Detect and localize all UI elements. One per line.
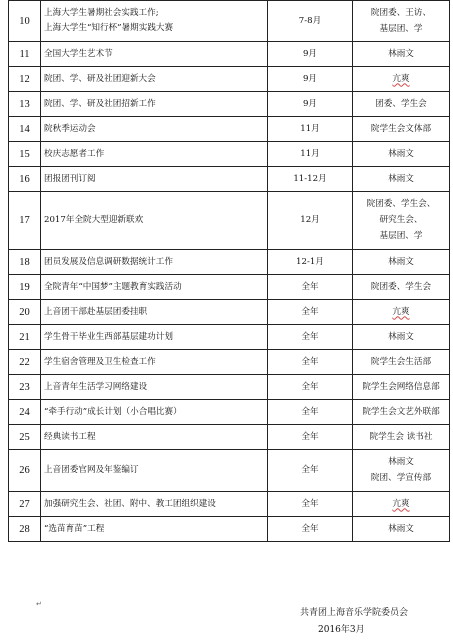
task-text: 校庆志愿者工作 xyxy=(44,148,105,159)
organizer-text: 林雨文 xyxy=(388,523,414,534)
time-cell: 12-1月 xyxy=(268,250,353,275)
organizer-cell xyxy=(353,300,450,325)
task-cell xyxy=(41,450,268,492)
task-cell xyxy=(41,67,268,92)
time-cell: 全年 xyxy=(268,492,353,517)
table-row xyxy=(9,350,450,375)
row-number: 13 xyxy=(9,92,41,117)
organizer-text: 林雨文 xyxy=(388,256,414,267)
table-row xyxy=(9,450,450,492)
organizer-text: 院学生会 读书社 xyxy=(369,431,433,442)
row-number: 28 xyxy=(9,517,41,542)
organizer-text: 院学生会生活部 xyxy=(370,356,432,367)
organizer-cell xyxy=(353,517,450,542)
row-number: 14 xyxy=(9,117,41,142)
organizer-cell xyxy=(353,425,450,450)
footer-signature: 共青团上海音乐学院委员会 xyxy=(300,608,409,618)
task-cell xyxy=(41,42,268,67)
row-number: 27 xyxy=(9,492,41,517)
table-row xyxy=(9,42,450,67)
task-cell xyxy=(41,275,268,300)
table-row xyxy=(9,92,450,117)
table-row xyxy=(9,117,450,142)
task-cell xyxy=(41,375,268,400)
organizer-cell xyxy=(353,400,450,425)
table-row xyxy=(9,250,450,275)
table-row xyxy=(9,400,450,425)
organizer-text: 团委、学生会 xyxy=(375,98,427,109)
task-cell xyxy=(41,1,268,42)
row-number: 12 xyxy=(9,67,41,92)
table-row xyxy=(9,67,450,92)
organizer-cell xyxy=(353,67,450,92)
table-row xyxy=(9,1,450,42)
task-cell xyxy=(41,117,268,142)
task-text: 团员发展及信息调研数据统计工作 xyxy=(44,256,173,267)
task-text: 上海大学生“知行杯”暑期实践大赛 xyxy=(44,23,174,33)
time-cell: 全年 xyxy=(268,375,353,400)
organizer-text: 院团委、学生会、 xyxy=(366,199,436,209)
organizer-cell xyxy=(353,325,450,350)
task-text: 全国大学生艺术节 xyxy=(44,48,113,59)
task-text: 学生骨干毕业生西部基层建功计划 xyxy=(44,331,173,342)
task-cell xyxy=(41,192,268,250)
work-plan-table xyxy=(8,0,450,542)
time-cell: 全年 xyxy=(268,325,353,350)
row-number: 21 xyxy=(9,325,41,350)
row-number: 20 xyxy=(9,300,41,325)
row-number: 25 xyxy=(9,425,41,450)
task-text: 加强研究生会、社团、附中、教工团组织建设 xyxy=(44,498,216,509)
task-text: 上海大学生暑期社会实践工作; xyxy=(44,8,159,18)
table-row xyxy=(9,425,450,450)
task-cell xyxy=(41,400,268,425)
time-cell: 11-12月 xyxy=(268,167,353,192)
task-cell xyxy=(41,250,268,275)
time-cell: 全年 xyxy=(268,400,353,425)
row-number: 23 xyxy=(9,375,41,400)
task-text: 院秋季运动会 xyxy=(44,123,96,134)
task-cell xyxy=(41,92,268,117)
time-cell: 11月 xyxy=(268,142,353,167)
task-cell xyxy=(41,325,268,350)
task-text: 院团、学、研及社团迎新大会 xyxy=(44,73,156,84)
organizer-cell xyxy=(353,350,450,375)
row-number: 19 xyxy=(9,275,41,300)
organizer-text: 林雨文 xyxy=(388,148,414,159)
work-plan-table-body xyxy=(9,1,450,542)
row-number: 24 xyxy=(9,400,41,425)
table-row xyxy=(9,275,450,300)
organizer-cell xyxy=(353,92,450,117)
organizer-cell xyxy=(353,167,450,192)
time-cell: 全年 xyxy=(268,350,353,375)
task-text: “牵手行动”成长计划（小合唱比赛） xyxy=(44,406,182,417)
organizer-text: 研究生会、 xyxy=(379,215,423,225)
time-cell: 7-8月 xyxy=(268,1,353,42)
organizer-text: 基层团、学 xyxy=(379,23,423,34)
table-row xyxy=(9,325,450,350)
task-text: 学生宿舍管理及卫生检查工作 xyxy=(44,356,156,367)
task-cell xyxy=(41,142,268,167)
organizer-text: 基层团、学 xyxy=(379,231,423,241)
task-text: 院团、学、研及社团招新工作 xyxy=(44,98,156,109)
task-text: 上音青年生活学习网络建设 xyxy=(44,381,148,392)
organizer-text: 亢爽 xyxy=(392,73,410,84)
task-text: 上音团委官网及年鉴编订 xyxy=(44,465,139,475)
row-number: 16 xyxy=(9,167,41,192)
organizer-text: 林雨文 xyxy=(388,331,414,342)
organizer-cell xyxy=(353,375,450,400)
row-number: 22 xyxy=(9,350,41,375)
task-text: 2017年全院大型迎新联欢 xyxy=(44,215,144,225)
task-text: 团报团刊订阅 xyxy=(44,173,96,184)
task-cell xyxy=(41,350,268,375)
table-row xyxy=(9,517,450,542)
row-number: 17 xyxy=(9,192,41,250)
organizer-text: 院团委、王访、 xyxy=(370,7,432,18)
task-text: 经典读书工程 xyxy=(44,431,96,442)
row-number: 18 xyxy=(9,250,41,275)
organizer-text: 院学生会文艺外联部 xyxy=(362,406,440,417)
organizer-text: 院学生会文体部 xyxy=(370,123,432,134)
organizer-text: 院学生会网络信息部 xyxy=(362,381,440,392)
task-cell xyxy=(41,167,268,192)
row-number: 10 xyxy=(9,1,41,42)
time-cell: 11月 xyxy=(268,117,353,142)
organizer-text: 林雨文 xyxy=(388,48,414,59)
task-text: 全院青年“中国梦”主题教育实践活动 xyxy=(44,281,182,292)
organizer-text: 林雨文 xyxy=(388,173,414,184)
table-row xyxy=(9,167,450,192)
table-row xyxy=(9,492,450,517)
table-row xyxy=(9,192,450,250)
time-cell: 全年 xyxy=(268,275,353,300)
row-number: 15 xyxy=(9,142,41,167)
time-cell: 全年 xyxy=(268,450,353,492)
task-text: “选苗育苗”工程 xyxy=(44,523,105,534)
task-cell xyxy=(41,425,268,450)
time-cell: 12月 xyxy=(268,192,353,250)
organizer-cell xyxy=(353,192,450,250)
task-cell xyxy=(41,300,268,325)
time-cell: 9月 xyxy=(268,42,353,67)
task-cell xyxy=(41,492,268,517)
row-number: 26 xyxy=(9,450,41,492)
organizer-cell xyxy=(353,492,450,517)
footer-date: 2016年3月 xyxy=(318,625,365,635)
organizer-cell xyxy=(353,142,450,167)
organizer-cell xyxy=(353,42,450,67)
organizer-text: 院团委、学生会 xyxy=(370,281,432,292)
time-cell: 全年 xyxy=(268,300,353,325)
time-cell: 9月 xyxy=(268,67,353,92)
organizer-cell xyxy=(353,117,450,142)
organizer-cell xyxy=(353,250,450,275)
paragraph-mark: ↵ xyxy=(36,600,42,608)
organizer-text: 院团、学宣传部 xyxy=(370,473,432,483)
table-row xyxy=(9,300,450,325)
organizer-cell xyxy=(353,450,450,492)
organizer-cell xyxy=(353,275,450,300)
time-cell: 全年 xyxy=(268,517,353,542)
row-number: 11 xyxy=(9,42,41,67)
table-row xyxy=(9,375,450,400)
time-cell: 全年 xyxy=(268,425,353,450)
time-cell: 9月 xyxy=(268,92,353,117)
task-text: 上音团干部赴基层团委挂职 xyxy=(44,306,148,317)
organizer-text: 亢爽 xyxy=(392,306,410,317)
organizer-cell xyxy=(353,1,450,42)
table-row xyxy=(9,142,450,167)
organizer-text: 林雨文 xyxy=(388,457,414,467)
organizer-text: 亢爽 xyxy=(392,498,410,509)
task-cell xyxy=(41,517,268,542)
